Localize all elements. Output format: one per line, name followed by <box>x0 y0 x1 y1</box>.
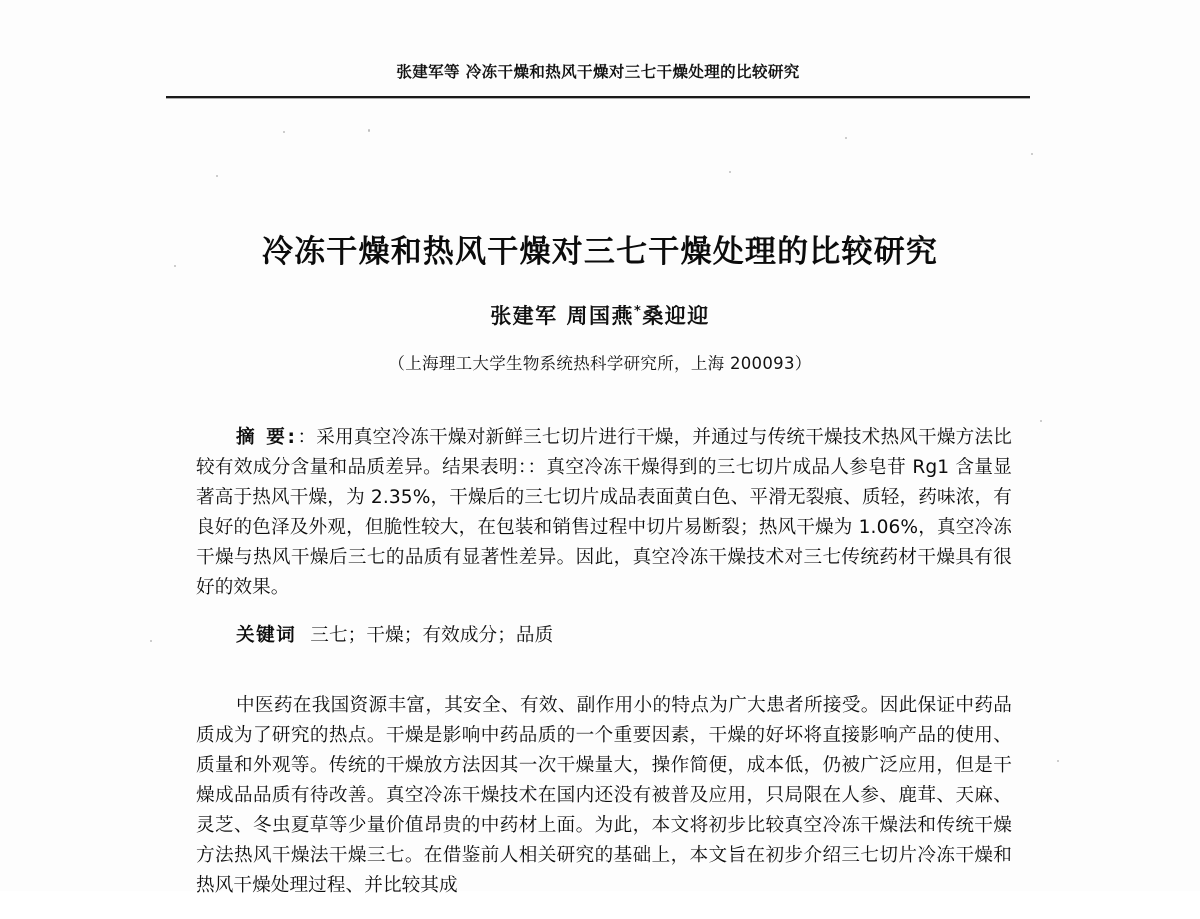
introduction-paragraph: 中医药在我国资源丰富，其安全、有效、副作用小的特点为广大患者所接受。因此保证中药品质成为了研究的热点。干燥是影响中药品质的一个重要因素，干燥的好坏将直接影响产品的使用、质量和外观等。传统的干燥放方法因其一次干燥量大，操作简便，成本低，仍被广泛应用，但是干燥成品品质有待改善。真空冷冻干燥技术在国内还没有被普及应用，只局限在人参、鹿茸、天麻、灵芝、冬虫夏草等少量价值昂贵的中药材上面。为此，本文将初步比较真空冷冻干燥法和传统干燥方法热风干燥法干燥三七。在借鉴前人相关研究的基础上，本文旨在初步介绍三七切片冷冻干燥和热风干燥处理过程、并比较其成 <box>196 694 1012 896</box>
author-affiliation: （上海理工大学生物系统热科学研究所，上海 200093） <box>388 354 812 373</box>
scan-speck <box>1057 760 1059 762</box>
scan-speck <box>1031 153 1033 155</box>
introduction-block <box>196 672 1012 919</box>
keywords-block <box>196 602 1012 669</box>
abstract-paragraph <box>196 423 1012 603</box>
page-title: 冷冻干燥和热风干燥对三七干燥处理的比较研究 <box>261 233 939 270</box>
keywords-paragraph <box>196 621 1012 651</box>
scan-speck <box>1040 420 1042 422</box>
scan-speck <box>729 171 731 173</box>
corresponding-author-mark: * <box>634 304 643 319</box>
scan-speck <box>150 640 152 642</box>
scan-speck <box>368 129 370 132</box>
header-rule <box>166 96 1030 98</box>
abstract-label: 摘 要: <box>235 426 298 448</box>
abstract-separator: ： <box>297 426 317 448</box>
abstract-block <box>196 404 1012 621</box>
scan-speck <box>216 175 218 177</box>
abstract-text: 采用真空冷冻干燥对新鲜三七切片进行干燥，并通过与传统干燥技术热风干燥方法比较有效成分含量和品质差异。结果表明：：真空冷冻干燥得到的三七切片成品人参皂苷 Rg1 含量显著高于热风干燥，为 2.35%，干燥后的三七切片成品表面黄白色、平滑无裂痕、质轻，药味浓，有良好的色泽及外观，但脆性较大，在包装和销售过程中切片易断裂；热风干燥为 1.06%，真空冷冻干燥与热风干燥后三七的品质有显著性差异。因此，真空冷冻干燥技术对三七传统药材干燥具有很好的效果。 <box>196 426 1012 598</box>
scan-speck <box>845 137 847 139</box>
keywords-terms: 三七；干燥；有效成分；品质 <box>310 624 554 646</box>
scan-speck <box>174 265 176 267</box>
scan-speck <box>283 131 285 133</box>
author-list <box>100 300 1100 330</box>
keywords-label: 关键词 <box>235 624 297 646</box>
running-head: 张建军等 冷冻干燥和热风干燥对三七干燥处理的比较研究 <box>396 63 800 81</box>
author-names-secondary: 桑迎迎 <box>642 304 710 328</box>
author-names-primary: 张建军 周国燕 <box>490 304 634 328</box>
